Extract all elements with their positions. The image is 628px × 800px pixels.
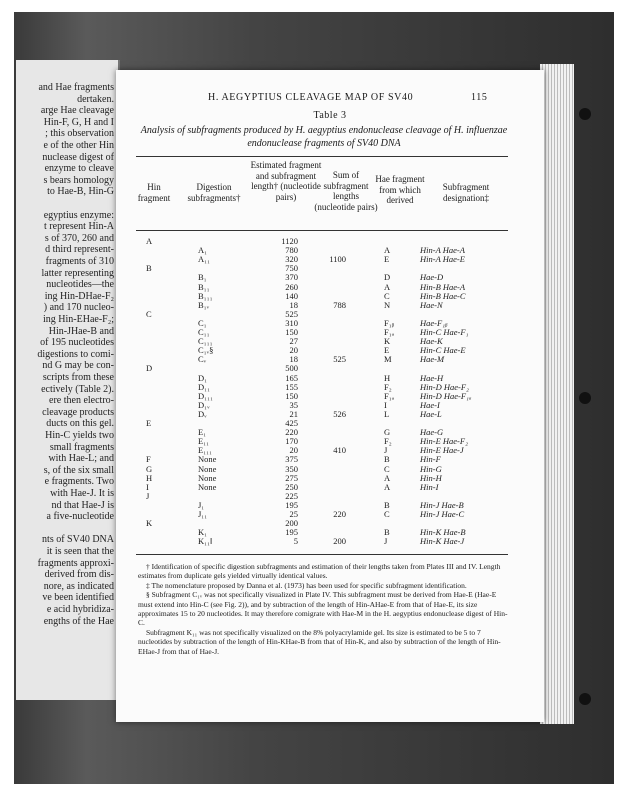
left-page-line: engths of the Hae (43, 615, 114, 627)
cell-subfragment: E₁ (198, 427, 207, 438)
cell-length: 21 (289, 408, 298, 419)
binder-hole-bottom (579, 693, 591, 705)
cell-derived-from: I (384, 399, 387, 410)
cell-length: 750 (285, 263, 298, 274)
cell-hin-fragment: D (146, 363, 153, 374)
cell-length: 220 (285, 427, 298, 438)
cell-subfragment: D₁₁₁ (198, 390, 214, 401)
running-head-title: H. AEGYPTIUS CLEAVAGE MAP OF SV40 (208, 92, 414, 103)
left-page-line: s bears homology (43, 174, 114, 186)
cell-length: 18 (289, 354, 298, 365)
cell-length: 425 (285, 418, 298, 428)
table-bottom-rule (136, 554, 508, 555)
cell-derived-from: B (384, 499, 390, 510)
cell-hin-fragment: G (146, 463, 153, 474)
header-digestion-subfragments: Digestion subfragments† (187, 182, 241, 203)
cell-derived-from: D (384, 272, 391, 283)
cell-designation: Hae-L (420, 408, 442, 419)
cell-derived-from: A (384, 245, 391, 256)
cell-hin-fragment: C (146, 308, 152, 319)
cell-derived-from: E (384, 254, 390, 265)
left-page-line: cleavage products (42, 406, 114, 418)
left-page-line: ectively (Table 2). (41, 383, 114, 395)
cell-length: 200 (285, 518, 298, 529)
header-derived-from: Hae fragment from which derived (375, 174, 425, 205)
left-page-line: nore, as indicated (43, 580, 114, 592)
cell-subfragment: B₁ (198, 272, 207, 283)
cell-subfragment: Cᵥ (198, 354, 207, 365)
left-page-line: ducts on this gel. (46, 418, 114, 430)
cell-derived-from: J (384, 445, 388, 456)
binder-hole-top (579, 108, 591, 120)
footnotes (138, 562, 510, 656)
cell-length: 350 (285, 463, 298, 474)
left-page-line: of 195 nucleotides (40, 337, 114, 349)
cell-subfragment: C₁₁₁ (198, 336, 213, 347)
cell-derived-from: F₁ₐ (384, 390, 395, 401)
cell-designation: Hin-C Hae-E (420, 345, 466, 356)
cell-subfragment: E₁₁₁ (198, 445, 213, 456)
left-page-line: fragments approxi- (37, 557, 114, 569)
cell-designation: Hin-J Hae-B (420, 499, 464, 510)
cell-length: 310 (285, 317, 298, 328)
left-page-line: ) and 170 nucleo- (43, 302, 114, 314)
cell-subfragment: J₁₁ (198, 509, 208, 519)
cell-designation: Hin-B Hae-C (420, 290, 466, 301)
cell-subfragment: B₁ᵥ (198, 299, 210, 310)
left-page-line: to Hae-B, Hin-G (47, 186, 114, 198)
footnote-1: † Identification of specific digestion subfragments and estimation of their lengths taken from Plates III and IV. Length estimates from duplicate gels yielded virtually identical values. (138, 562, 501, 581)
cell-sum: 788 (333, 299, 346, 310)
cell-subfragment: A₁₁ (198, 254, 211, 265)
cell-derived-from: F₂ (384, 381, 392, 392)
cell-sum: 525 (333, 354, 346, 365)
cell-subfragment: D₁ᵥ (198, 399, 210, 410)
cell-length: 150 (285, 327, 298, 337)
footnote-2: ‡ The nomenclature proposed by Danna et al. (1973) has been used for specific subfragment identification. (146, 580, 467, 590)
cell-length: 25 (289, 509, 298, 519)
cell-designation: Hin-A Hae-A (420, 245, 465, 256)
cell-designation: Hae-F₁ᵦ (420, 317, 448, 328)
cell-length: 5 (293, 536, 298, 547)
cell-length: 250 (285, 481, 298, 492)
cell-designation: Hin-E Hae-J (420, 445, 464, 456)
left-page-line: ve been identified (42, 592, 114, 604)
cell-subfragment: B₁₁ (198, 281, 210, 292)
cell-designation: Hin-K Hae-B (420, 527, 466, 538)
footnote-3: § Subfragment C₁ᵥ was not specifically visualized in Plate IV. This subfragment must be derived from Hae-E (Hae-E must extend into Hin-C (see Fig. 2)), and by subtraction of the length of Hin-AHae-E from that of Hae-E, its size approximates 15 to 20 nucleotides. It may therefore comigrate with Hae-M in the H. aegyptius endonuclease digest of Hin-C. (138, 590, 508, 628)
cell-hin-fragment: K (146, 518, 153, 529)
cell-subfragment: C₁ (198, 317, 207, 328)
cell-length: 20 (289, 445, 298, 456)
cell-designation: Hin-G (420, 463, 442, 474)
cell-designation: Hae-G (420, 427, 444, 438)
cell-length: 195 (285, 499, 298, 510)
cell-length: 35 (289, 399, 298, 410)
cell-subfragment: C₁₁ (198, 327, 210, 337)
cell-derived-from: A (384, 481, 391, 492)
cell-subfragment: J₁ (198, 499, 205, 510)
cell-subfragment: K₁₁‖ (198, 536, 213, 547)
cell-length: 260 (285, 281, 298, 292)
cell-length: 165 (285, 372, 298, 383)
header-designation: Subfragment designation‡ (442, 182, 490, 203)
left-page-line: nd that Hae-J is (51, 499, 114, 511)
left-page-line: derived from dis- (44, 569, 114, 581)
cell-length: 195 (285, 527, 298, 538)
cell-length: 155 (285, 381, 298, 392)
binder-hole-middle (579, 392, 591, 404)
cell-derived-from: E (384, 345, 390, 356)
cell-designation: Hae-M (420, 354, 445, 365)
cell-designation: Hae-K (420, 336, 443, 347)
cell-derived-from: B (384, 454, 390, 465)
cell-derived-from: C (384, 463, 390, 474)
cell-designation: Hin-I (420, 481, 439, 492)
cell-length: 18 (289, 299, 298, 310)
cell-sum: 1100 (329, 254, 346, 265)
cell-hin-fragment: F (146, 454, 151, 465)
cell-designation: Hin-H (420, 472, 442, 483)
left-page-line: fragments of 310 (45, 256, 114, 267)
left-page-line: nts of SV40 DNA (42, 534, 114, 546)
cell-subfragment: E₁₁ (198, 436, 210, 447)
bottom-margin (0, 784, 628, 800)
cell-derived-from: K (384, 336, 391, 347)
left-page-line: ing Hin-EHae-F₂; (43, 314, 114, 325)
cell-designation: Hae-N (420, 299, 443, 310)
cell-length: 27 (289, 336, 298, 347)
left-page-line: e acid hybridiza- (46, 604, 114, 615)
left-page-line: e fragments. Two (44, 476, 114, 488)
left-page-line: and Hae fragments (38, 82, 114, 93)
left-page-line: it is seen that the (46, 546, 114, 557)
cell-length: 500 (285, 363, 298, 374)
left-page-line: small fragments (49, 441, 114, 453)
cell-length: 375 (285, 454, 298, 465)
cell-derived-from: C (384, 509, 390, 519)
cell-derived-from: J (384, 536, 388, 547)
left-page-line: nuclease digest of (42, 151, 114, 163)
left-page-line: ; this observation (45, 128, 114, 140)
table-top-rule (136, 156, 508, 157)
cell-subfragment: None (198, 472, 217, 483)
cell-derived-from: B (384, 527, 390, 538)
cell-derived-from: C (384, 290, 390, 301)
cell-sum: 200 (333, 536, 346, 547)
left-page-line: Hin-JHae-B and (48, 325, 114, 337)
cell-length: 525 (285, 308, 298, 319)
cell-derived-from: H (384, 372, 391, 383)
cell-derived-from: G (384, 427, 391, 438)
cell-hin-fragment: H (146, 472, 153, 483)
left-page-line: t represent Hin-A (44, 221, 114, 233)
cell-designation: Hae-H (420, 372, 444, 383)
cell-subfragment: None (198, 481, 217, 492)
cell-length: 320 (285, 254, 298, 265)
left-page-line: arge Hae cleavage (40, 105, 114, 117)
left-page-line: s of 370, 260 and (44, 232, 114, 244)
table-label: Table 3 (313, 110, 347, 121)
left-page-line: with Hae-J. It is (50, 488, 114, 499)
cell-designation: Hin-C Hae-F₁ (420, 327, 469, 337)
cell-designation: Hae-D (420, 272, 444, 283)
cell-hin-fragment: E (146, 418, 152, 428)
left-page-line: Hin-F, G, H and I (43, 116, 114, 128)
cell-designation: Hae-I (420, 399, 440, 410)
page-number: 115 (471, 92, 488, 103)
left-page-line: enzyme to cleave (44, 163, 114, 175)
cell-subfragment: None (198, 463, 217, 474)
cell-subfragment: C₁ᵥ§ (198, 345, 214, 356)
left-page-line: egyptius enzyme: (43, 209, 114, 221)
cell-subfragment: None (198, 454, 217, 465)
cell-subfragment: B₁₁₁ (198, 290, 213, 301)
left-page-line: Hin-C yields two (45, 430, 114, 441)
book-page (116, 70, 544, 722)
left-page-line: scripts from these (42, 372, 114, 383)
cell-hin-fragment: I (146, 481, 149, 492)
cell-derived-from: L (384, 408, 390, 419)
cell-length: 370 (285, 272, 298, 283)
header-length: Estimated fragment and subfragment length† (nucleotide pairs) (250, 160, 322, 202)
left-page-line: s, of the six small (43, 464, 114, 476)
cell-subfragment: Dᵥ (198, 408, 207, 419)
cell-subfragment: D₁ (198, 372, 208, 383)
left-page (16, 60, 120, 700)
cell-derived-from: F₁ₐ (384, 327, 395, 337)
cell-hin-fragment: B (146, 263, 152, 274)
cell-length: 225 (285, 490, 298, 501)
cell-length: 20 (289, 345, 298, 356)
table-header-rule (136, 230, 508, 231)
left-page-line: with Hae-L; and (48, 453, 114, 465)
table-caption: Analysis of subfragments produced by H. aegyptius endonuclease cleavage of H. influenzae endonuclease fragments of SV40 DNA (140, 125, 508, 149)
cell-designation: Hin-K Hae-J (420, 536, 465, 547)
cell-designation: Hin-D Hae-F₂ (420, 381, 469, 392)
cell-derived-from: A (384, 472, 391, 483)
cell-designation: Hin-A Hae-E (420, 254, 465, 265)
left-page-line: ing Hin-DHae-F₂ (44, 290, 114, 302)
cell-designation: Hin-B Hae-A (420, 281, 466, 292)
cell-derived-from: F₁ᵦ (384, 317, 395, 328)
cell-length: 150 (285, 390, 298, 401)
cell-derived-from: M (384, 354, 392, 365)
cell-derived-from: F₂ (384, 436, 392, 447)
left-page-line: e of the other Hin (43, 140, 114, 151)
cell-length: 275 (285, 472, 298, 483)
footnote-4: Subfragment K₁₁ was not specifically visualized on the 8% polyacrylamide gel. Its size is estimated to be 5 to 7 nucleotides by subtraction of the length of Hin-KHae-B from that of Hin-K, and also by subtraction of the length of Hin-EHae-J from that of Hae-J. (138, 627, 501, 656)
cell-length: 140 (285, 290, 298, 301)
cell-length: 1120 (281, 236, 298, 246)
page-edges (540, 64, 574, 724)
header-sum: Sum of subfragment lengths (nucleotide pairs) (314, 170, 378, 212)
cell-designation: Hin-J Hae-C (420, 509, 465, 519)
cell-designation: Hin-F (420, 454, 441, 465)
cell-sum: 220 (333, 509, 346, 519)
left-page-line: nucleotides—the (46, 279, 114, 291)
left-page-line: nd G may be con- (42, 360, 114, 372)
cell-designation: Hin-D Hae-F₁ₐ (420, 390, 472, 401)
left-page-line: latter representing (41, 267, 114, 279)
cell-subfragment: D₁₁ (198, 381, 211, 392)
cell-hin-fragment: J (146, 490, 150, 501)
header-hin-fragment: Hin fragment (137, 182, 171, 203)
cell-length: 170 (285, 436, 298, 447)
left-page-line: dertaken. (77, 93, 114, 105)
cell-subfragment: A₁ (198, 245, 208, 256)
cell-subfragment: K₁ (198, 527, 208, 538)
cell-derived-from: A (384, 281, 391, 292)
cell-derived-from: N (384, 299, 391, 310)
left-page-line: a five-nucleotide (46, 511, 114, 523)
left-page-line: digestions to comi- (37, 348, 114, 360)
cell-sum: 410 (333, 445, 346, 456)
cell-hin-fragment: A (146, 236, 153, 246)
left-page-line: ere then electro- (49, 395, 114, 407)
left-page-line: d third represent- (45, 244, 114, 256)
cell-sum: 526 (333, 408, 346, 419)
cell-designation: Hin-E Hae-F₂ (420, 436, 469, 447)
cell-length: 780 (285, 245, 298, 256)
